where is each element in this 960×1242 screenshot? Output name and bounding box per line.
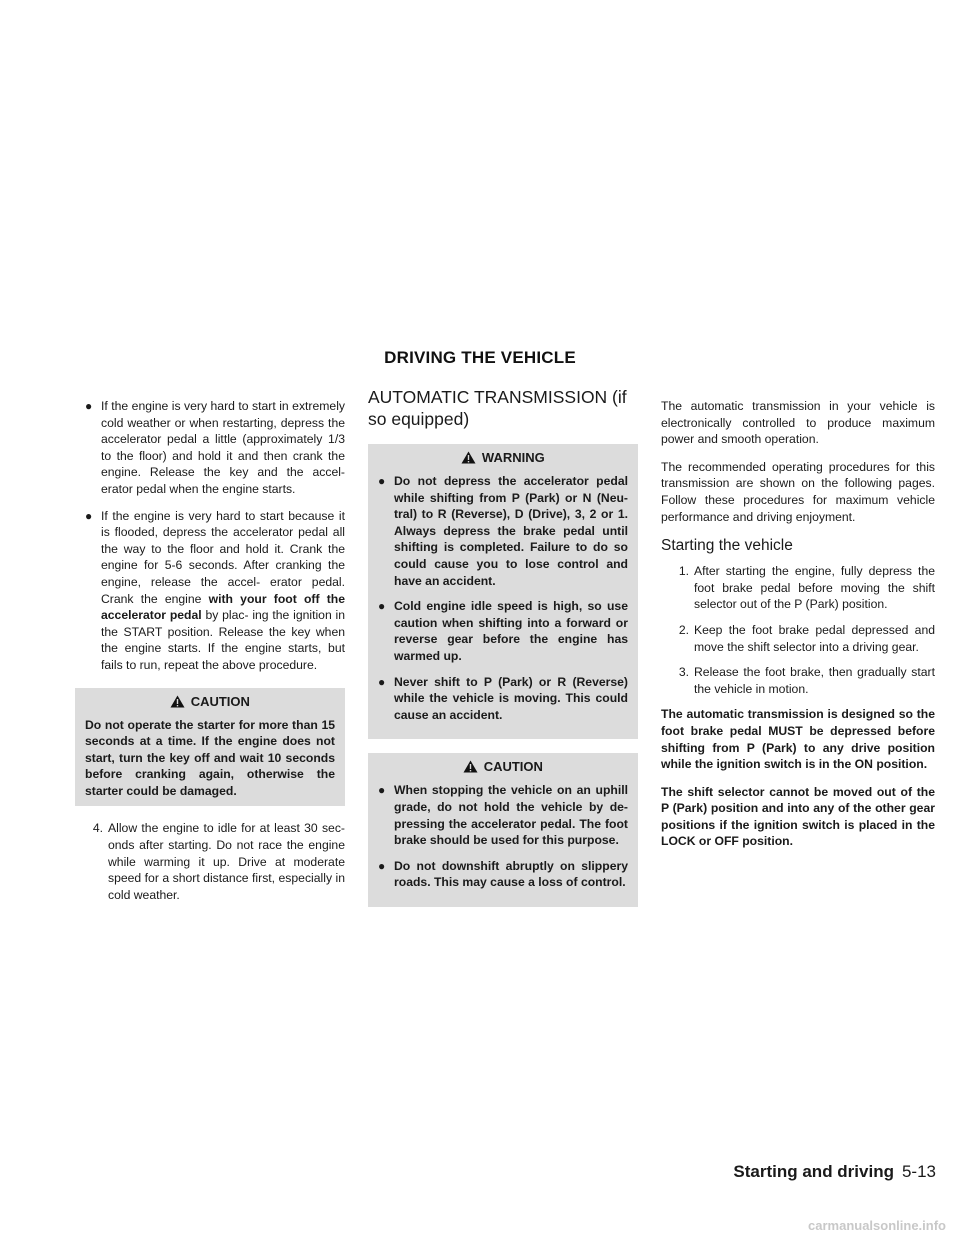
step-4 [75, 820, 345, 903]
warning-triangle-icon [170, 695, 185, 708]
warning-triangle-icon [463, 760, 478, 773]
bullet-text [101, 508, 345, 674]
step-text: Keep the foot brake pedal depressed and move the shift selector into a driving gear. [694, 622, 935, 654]
column-2 [368, 386, 638, 921]
warning-label: WARNING [481, 450, 545, 465]
footer-chapter-label: Starting and driving [733, 1162, 894, 1181]
warning-item [378, 473, 628, 589]
step-3 [661, 664, 935, 697]
caution-item [378, 858, 628, 891]
bullet-icon: ● [378, 783, 386, 798]
warning-item [378, 598, 628, 664]
bullet-text-bold: with your foot off the accelerator pedal [101, 591, 345, 623]
bullet-icon: ● [378, 674, 386, 689]
caution-label: CAUTION [190, 693, 250, 709]
step-text: Release the foot brake, then gradually start the vehicle in motion. [694, 665, 935, 696]
warning-item-text: Never shift to P (Park) or R (Reverse) while the vehicle is moving. This could cause an accident. [394, 674, 628, 722]
step-number: 1. [678, 564, 689, 579]
watermark: carmanualsonline.info [808, 1218, 946, 1233]
caution-header [85, 694, 335, 709]
step-1 [661, 563, 935, 613]
bullet-text: If the engine is very hard to start in extremely cold weather or when restarting, depress the accelerator pedal a little (approximately 1/3 to the floor) and hold it and then crank the engine. Release the key and the accel- erator pedal when the engine starts. [101, 399, 345, 496]
paragraph-intro: The automatic transmission in your vehicle is electronically controlled to produce maximum power and smooth operation. [661, 399, 935, 447]
section-title: DRIVING THE VEHICLE [384, 348, 576, 367]
bullet-icon: ● [85, 399, 93, 413]
caution-item-text: Do not downshift abruptly on slippery roads. This may cause a loss of control. [394, 858, 628, 890]
page-footer [733, 1162, 936, 1182]
bullet-icon: ● [85, 508, 93, 523]
step-number: 4. [92, 821, 103, 836]
bullet-icon: ● [378, 858, 386, 873]
bullet-cold-weather [75, 398, 345, 498]
column-1 [75, 398, 345, 912]
step-number: 3. [678, 665, 689, 680]
page-number: 5-13 [901, 1162, 936, 1181]
caution-box [75, 688, 345, 807]
caution-item-text: When stopping the vehicle on an uphill grade, do not hold the vehicle by de- pressing the accelerator pedal. The foot brake should be used for this purpose. [394, 783, 628, 848]
warning-triangle-icon [461, 451, 476, 464]
step-text: Allow the engine to idle for at least 30 sec- onds after starting. Do not race the engine while warming it up. Drive at moderate speed for a short distance first, especially in cold weather. [108, 821, 345, 902]
bullet-text-pre: If the engine is very hard to start because it is flooded, depress the accelerator pedal all the way to the floor and hold it. Crank the engine for 5-6 seconds. After cranking the engine, release the accel- erator pedal. Crank the engine [101, 508, 345, 606]
step-2 [661, 622, 935, 655]
bullet-icon: ● [378, 599, 386, 614]
bullet-flooded [75, 508, 345, 674]
caution-text: Do not operate the starter for more than 15 seconds at a time. If the engine does not start, turn the key off and wait 10 seconds before cranking again, otherwise the starter could be damaged. [85, 717, 335, 798]
bullet-icon: ● [378, 474, 386, 488]
step-number: 2. [678, 622, 689, 637]
paragraph-procedures: The recommended operating procedures for this transmission are shown on the following pages. Follow these procedures for maximum vehicle performance and driving enjoyment. [661, 459, 935, 524]
bullet-text-post: by plac- ing the ignition in the START position. Release the key when the engine starts. If the engine starts, but fails to run, repeat the above procedure. [101, 608, 346, 672]
warning-box [368, 444, 638, 739]
warning-item [378, 674, 628, 724]
automatic-transmission-heading: AUTOMATIC TRANSMISSION (if so equipped) [368, 387, 627, 429]
step-text: After starting the engine, fully depress the foot brake pedal before moving the shift selector out of the P (Park) position. [694, 564, 935, 612]
caution-label: CAUTION [483, 759, 543, 775]
warning-item-text: Cold engine idle speed is high, so use caution when shifting into a forward or reverse gear before the engine has warmed up. [394, 599, 628, 663]
warning-header [378, 450, 628, 465]
caution-header [378, 759, 628, 774]
bold-note-brake: The automatic transmission is designed so the foot brake pedal MUST be depressed before shifting from P (Park) to any drive position while the ignition switch is in the ON position. [661, 707, 935, 772]
caution-box-transmission [368, 753, 638, 907]
warning-item-text: Do not depress the accelerator pedal while shifting from P (Park) or N (Neu- tral) to R (Reverse), D (Drive), 3, 2 or 1. Always depress the brake pedal until shifting is completed. Failure to do so could cause you to lose control and have an accident. [394, 474, 628, 588]
starting-vehicle-heading: Starting the vehicle [661, 537, 793, 555]
column-3 [661, 398, 935, 861]
caution-item [378, 782, 628, 848]
bold-note-shift-lock: The shift selector cannot be moved out of the P (Park) position and into any of the other gear positions if the ignition switch is placed in the LOCK or OFF position. [661, 784, 935, 849]
